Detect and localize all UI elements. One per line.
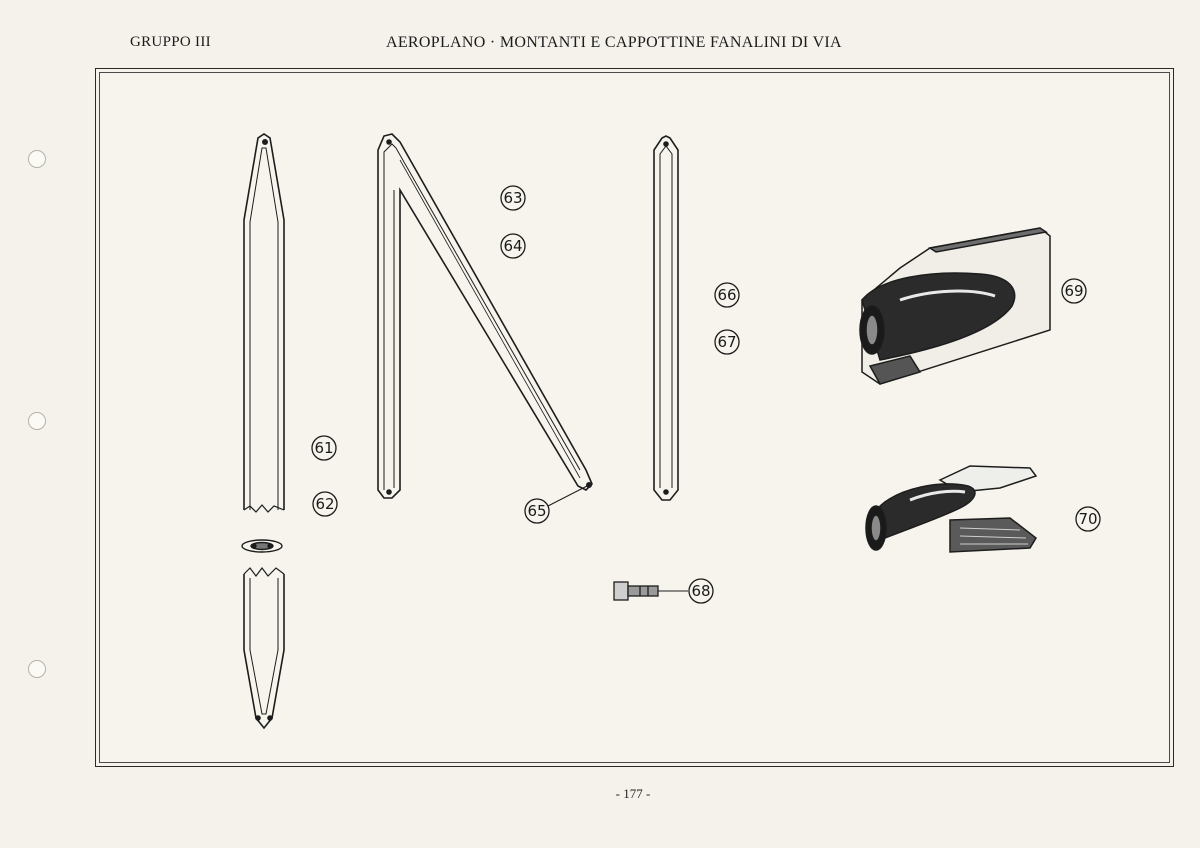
callout-61: [312, 436, 336, 460]
light-fairing-69-illustration: [860, 228, 1050, 384]
strut-66-67-illustration: [654, 136, 678, 500]
callout-70: [1076, 507, 1100, 531]
page-title: AEROPLANO · MONTANTI E CAPPOTTINE FANALINI DI VIA: [386, 34, 842, 51]
svg-text:65: 65: [527, 502, 547, 520]
group-label: GRUPPO III: [130, 34, 211, 50]
callout-67: [715, 330, 739, 354]
svg-text:67: 67: [717, 333, 737, 351]
strut-61-illustration: [244, 134, 284, 512]
strut-61-lower-illustration: [244, 568, 284, 728]
light-fairing-70-illustration: [866, 466, 1036, 552]
svg-text:68: 68: [691, 582, 711, 600]
svg-text:69: 69: [1064, 282, 1084, 300]
page-number: - 177 -: [615, 786, 651, 801]
callout-68: [689, 579, 713, 603]
n-strut-63-64-illustration: [378, 134, 592, 506]
bolt-68-illustration: [614, 582, 688, 600]
svg-text:62: 62: [315, 495, 335, 513]
callout-63: [501, 186, 525, 210]
svg-text:61: 61: [314, 439, 334, 457]
callout-62: [313, 492, 337, 516]
callout-66: [715, 283, 739, 307]
svg-text:64: 64: [503, 237, 523, 255]
svg-text:70: 70: [1078, 510, 1098, 528]
strut-fitting-62: [242, 540, 282, 552]
callout-65: [525, 499, 549, 523]
svg-text:63: 63: [503, 189, 523, 207]
callout-69: [1062, 279, 1086, 303]
callout-64: [501, 234, 525, 258]
svg-text:66: 66: [717, 286, 737, 304]
